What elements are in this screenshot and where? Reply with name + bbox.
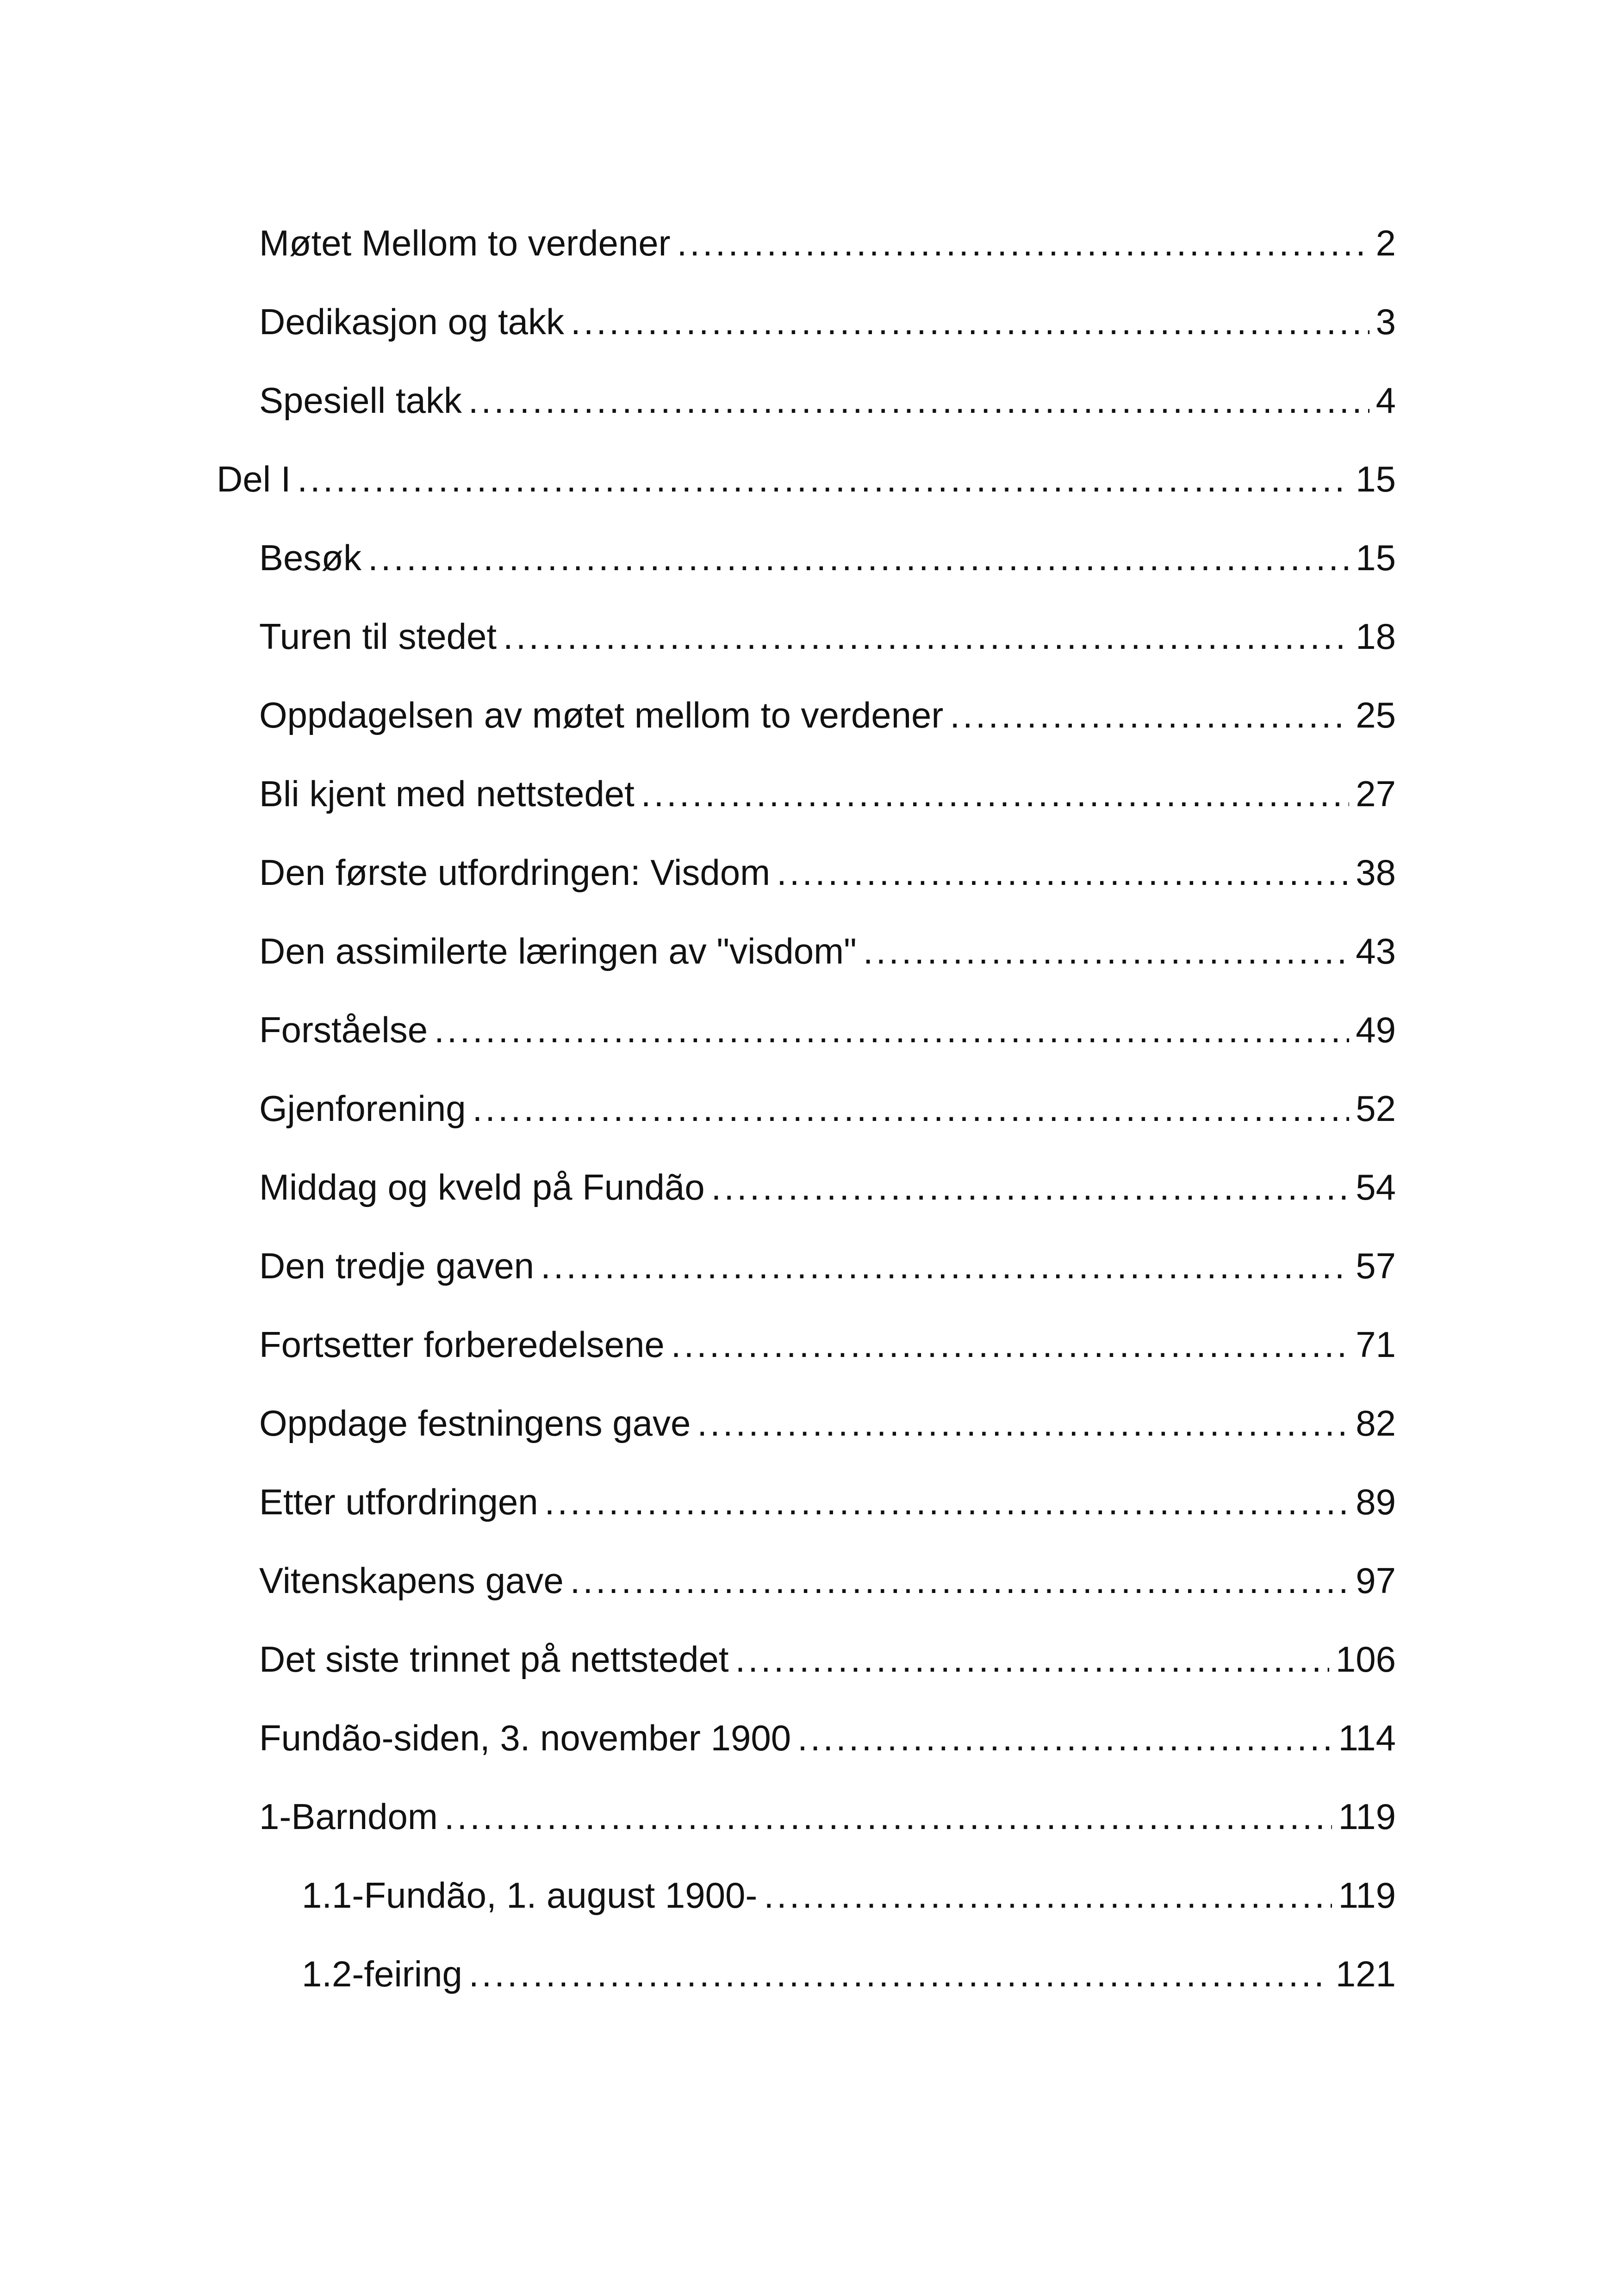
toc-entry-page-number: 25 — [1356, 695, 1396, 735]
toc-entry-page-number: 82 — [1356, 1403, 1396, 1444]
toc-entry-page-number: 2 — [1375, 223, 1396, 263]
toc-entry-page-number: 27 — [1356, 773, 1396, 814]
toc-entry-page-number: 106 — [1335, 1639, 1396, 1680]
toc-entry-page-number: 54 — [1356, 1167, 1396, 1207]
toc-dot-leader — [764, 1870, 1332, 1921]
toc-dot-leader — [444, 1791, 1332, 1842]
toc-entry[interactable] — [302, 1870, 1396, 1921]
toc-dot-leader — [777, 847, 1349, 898]
toc-entry[interactable] — [259, 1555, 1396, 1606]
toc-entry[interactable] — [259, 926, 1396, 977]
toc-entry-page-number: 121 — [1335, 1954, 1396, 1994]
toc-entry-title: Besøk — [259, 537, 362, 578]
toc-entry[interactable] — [259, 1634, 1396, 1685]
toc-entry-page-number: 15 — [1356, 459, 1396, 499]
toc-entry-page-number: 89 — [1356, 1481, 1396, 1522]
toc-dot-leader — [950, 690, 1349, 740]
toc-entry-page-number: 4 — [1375, 380, 1396, 421]
toc-entry-page-number: 119 — [1338, 1796, 1396, 1837]
toc-entry-title: Fundão-siden, 3. november 1900 — [259, 1717, 791, 1758]
toc-entry-title: Det siste trinnet på nettstedet — [259, 1639, 729, 1680]
toc-entry-title: Dedikasjon og takk — [259, 301, 565, 342]
toc-entry-title: Oppdage festningens gave — [259, 1403, 691, 1444]
toc-entry[interactable] — [259, 218, 1396, 268]
toc-dot-leader — [711, 1162, 1350, 1213]
toc-dot-leader — [468, 375, 1369, 426]
toc-entry[interactable] — [259, 1240, 1396, 1291]
toc-entry[interactable] — [217, 454, 1396, 504]
toc-entry[interactable] — [259, 1398, 1396, 1449]
toc-dot-leader — [368, 532, 1349, 583]
toc-entry[interactable] — [259, 1319, 1396, 1370]
toc-entry-page-number: 38 — [1356, 852, 1396, 893]
toc-entry[interactable] — [259, 1004, 1396, 1055]
toc-entry[interactable] — [259, 375, 1396, 426]
toc-entry[interactable] — [259, 768, 1396, 819]
toc-dot-leader — [641, 768, 1349, 819]
toc-entry-title: Den assimilerte læringen av "visdom" — [259, 931, 857, 971]
toc-entry-title: Den første utfordringen: Visdom — [259, 852, 771, 893]
toc-dot-leader — [863, 926, 1349, 977]
toc-dot-leader — [473, 1083, 1350, 1134]
toc-entry-title: 1.1-Fundão, 1. august 1900- — [302, 1875, 758, 1916]
toc-entry-title: Bli kjent med nettstedet — [259, 773, 635, 814]
toc-entry[interactable] — [259, 1712, 1396, 1763]
toc-entry[interactable] — [259, 690, 1396, 740]
toc-entry-title: Etter utfordringen — [259, 1481, 538, 1522]
toc-dot-leader — [570, 1555, 1350, 1606]
toc-entry-title: Forståelse — [259, 1009, 428, 1050]
toc-entry-page-number: 97 — [1356, 1560, 1396, 1601]
toc-entry-page-number: 52 — [1356, 1088, 1396, 1129]
toc-entry[interactable] — [259, 847, 1396, 898]
toc-dot-leader — [541, 1240, 1349, 1291]
toc-entry-title: Turen til stedet — [259, 616, 497, 657]
toc-dot-leader — [434, 1004, 1349, 1055]
toc-entry-title: Fortsetter forberedelsene — [259, 1324, 665, 1365]
toc-entry-page-number: 18 — [1356, 616, 1396, 657]
toc-dot-leader — [571, 296, 1369, 347]
toc-entry[interactable] — [259, 296, 1396, 347]
toc-dot-leader — [297, 454, 1349, 504]
toc-entry[interactable] — [259, 532, 1396, 583]
toc-dot-leader — [469, 1948, 1329, 1999]
toc-entry[interactable] — [259, 1791, 1396, 1842]
toc-dot-leader — [671, 1319, 1349, 1370]
toc-entry[interactable] — [259, 1476, 1396, 1527]
toc-entry-page-number: 43 — [1356, 931, 1396, 971]
toc-entry-title: Gjenforening — [259, 1088, 466, 1129]
toc-entry-title: 1-Barndom — [259, 1796, 438, 1837]
toc-entry-title: Oppdagelsen av møtet mellom to verdener — [259, 695, 944, 735]
toc-dot-leader — [545, 1476, 1350, 1527]
toc-entry[interactable] — [259, 1162, 1396, 1213]
toc-entry-title: 1.2-feiring — [302, 1954, 462, 1994]
toc-entry-title: Den tredje gaven — [259, 1245, 535, 1286]
toc-entry-page-number: 57 — [1356, 1245, 1396, 1286]
toc-entry-title: Middag og kveld på Fundão — [259, 1167, 705, 1207]
toc-entry[interactable] — [259, 611, 1396, 662]
toc-entry-page-number: 3 — [1375, 301, 1396, 342]
toc-entry-page-number: 114 — [1338, 1717, 1396, 1758]
toc-dot-leader — [697, 1398, 1349, 1449]
toc-entry-title: Del I — [217, 459, 291, 499]
toc-entry-title: Spesiell takk — [259, 380, 462, 421]
toc-entry-page-number: 119 — [1338, 1875, 1396, 1916]
toc-entry-page-number: 49 — [1356, 1009, 1396, 1050]
toc-entry-page-number: 15 — [1356, 537, 1396, 578]
toc-dot-leader — [503, 611, 1349, 662]
toc-entry-title: Vitenskapens gave — [259, 1560, 564, 1601]
toc-dot-leader — [735, 1634, 1329, 1685]
toc-entry-page-number: 71 — [1356, 1324, 1396, 1365]
toc-entry[interactable] — [259, 1083, 1396, 1134]
toc-entry[interactable] — [302, 1948, 1396, 1999]
toc-dot-leader — [677, 218, 1369, 268]
toc-dot-leader — [797, 1712, 1332, 1763]
toc-entry-title: Møtet Mellom to verdener — [259, 223, 671, 263]
